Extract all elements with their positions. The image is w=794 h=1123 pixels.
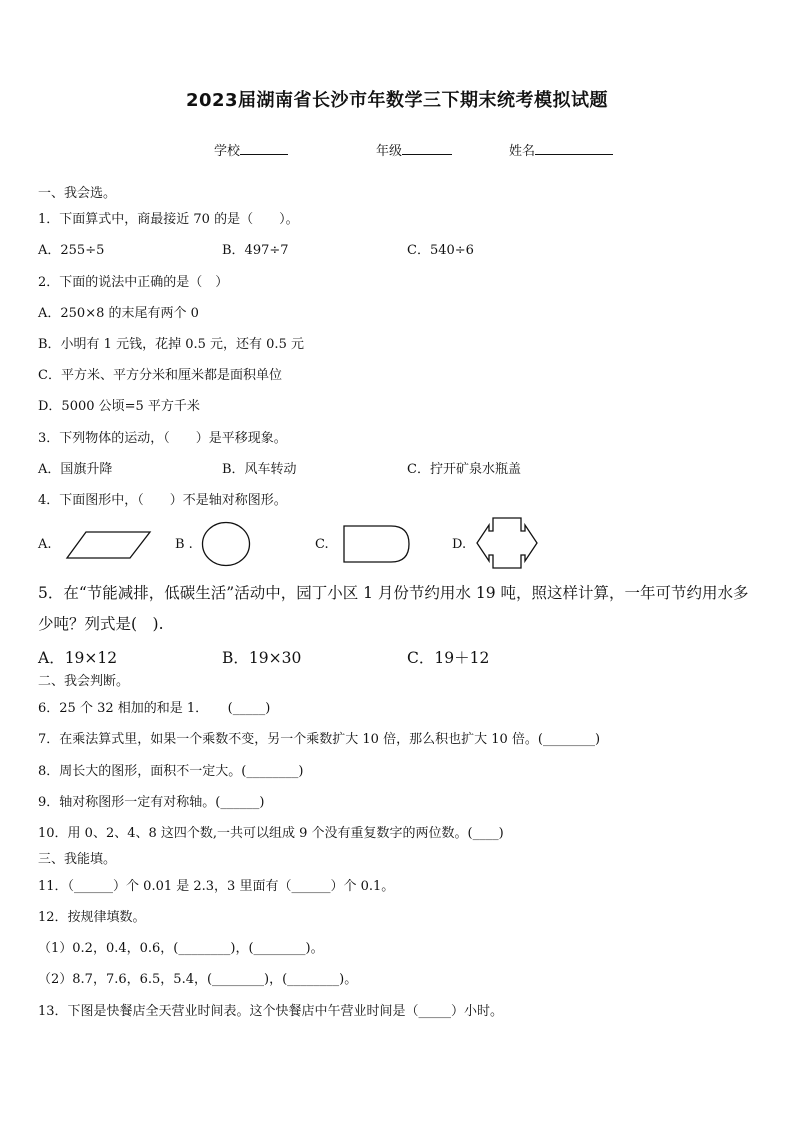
rounded-rectangle-shape: [343, 525, 411, 563]
question-12-part-2: （2）8.7，7.6，6.5，5.4，(________)，(________)。: [38, 972, 358, 987]
question-5-option-b[interactable]: B．19×30: [222, 649, 302, 667]
page-title: 2023届湖南省长沙市年数学三下期末统考模拟试题: [185, 90, 609, 111]
school-field: [214, 140, 288, 159]
question-3-option-a[interactable]: A．国旗升降: [38, 462, 113, 477]
question-2-option-c[interactable]: C．平方米、平方分米和厘米都是面积单位: [38, 368, 282, 383]
question-4-stem: 4．下面图形中，（ ）不是轴对称图形。: [38, 493, 287, 508]
question-6: 6．25 个 32 相加的和是 1． (_____): [38, 701, 271, 716]
question-1-option-c[interactable]: C．540÷6: [407, 243, 474, 258]
arrow-cross-shape: [475, 517, 539, 569]
question-3-stem: 3．下列物体的运动，（ ）是平移现象。: [38, 431, 287, 446]
question-11: 11．（______）个 0.01 是 2.3，3 里面有（______）个 0.1。: [38, 879, 395, 894]
question-1-option-a[interactable]: A．255÷5: [38, 243, 105, 258]
question-5-option-a[interactable]: A．19×12: [38, 649, 118, 667]
grade-blank[interactable]: [402, 142, 452, 155]
question-4-option-b-label[interactable]: B .: [175, 537, 193, 552]
section-2-heading: 二、我会判断。: [38, 674, 130, 689]
question-9: 9．轴对称图形一定有对称轴。(______): [38, 795, 265, 810]
question-5-stem-line-2: 少吨？列式是( ).: [38, 615, 164, 633]
question-2-option-b[interactable]: B．小明有 1 元钱，花掉 0.5 元，还有 0.5 元: [38, 337, 304, 352]
question-8: 8．周长大的图形，面积不一定大。(________): [38, 764, 304, 779]
question-13: 13．下图是快餐店全天营业时间表。这个快餐店中午营业时间是（_____）小时。: [38, 1004, 504, 1019]
name-field: [509, 140, 613, 159]
circle-shape: [201, 521, 251, 567]
name-blank[interactable]: [535, 142, 613, 155]
question-10: 10．用 0、2、4、8 这四个数,一共可以组成 9 个没有重复数字的两位数。(____): [38, 826, 504, 841]
name-label: 姓名: [509, 144, 536, 159]
question-1-option-b[interactable]: B．497÷7: [222, 243, 289, 258]
section-3-heading: 三、我能填。: [38, 852, 117, 867]
school-blank[interactable]: [240, 142, 288, 155]
question-4-option-d-label[interactable]: D.: [452, 537, 467, 552]
question-3-option-c[interactable]: C．拧开矿泉水瓶盖: [407, 462, 521, 477]
section-1-heading: 一、我会选。: [38, 186, 117, 201]
question-12-part-1: （1）0.2，0.4，0.6，(________)，(________)。: [38, 941, 324, 956]
question-12-stem: 12．按规律填数。: [38, 910, 146, 925]
question-2-option-a[interactable]: A．250×8 的末尾有两个 0: [38, 306, 199, 321]
question-5-stem-line-1: 5．在“节能减排，低碳生活”活动中，园丁小区 1 月份节约用水 19 吨，照这样计算，一年可节约用水多: [38, 584, 749, 602]
grade-label: 年级: [376, 144, 403, 159]
question-4-option-c-label[interactable]: C.: [315, 537, 329, 552]
question-2-stem: 2．下面的说法中正确的是（ ）: [38, 275, 229, 290]
question-4-option-a-label[interactable]: A.: [38, 537, 52, 552]
question-2-option-d[interactable]: D．5000 公顷=5 平方千米: [38, 399, 200, 414]
school-label: 学校: [214, 144, 241, 159]
question-3-option-b[interactable]: B．风车转动: [222, 462, 297, 477]
question-5-option-c[interactable]: C．19＋12: [407, 649, 490, 667]
question-1-stem: 1．下面算式中，商最接近 70 的是（ ）。: [38, 212, 299, 227]
grade-field: [376, 140, 452, 159]
question-7: 7．在乘法算式里，如果一个乘数不变，另一个乘数扩大 10 倍，那么积也扩大 10 倍。(________): [38, 732, 601, 747]
parallelogram-shape: [66, 531, 152, 559]
